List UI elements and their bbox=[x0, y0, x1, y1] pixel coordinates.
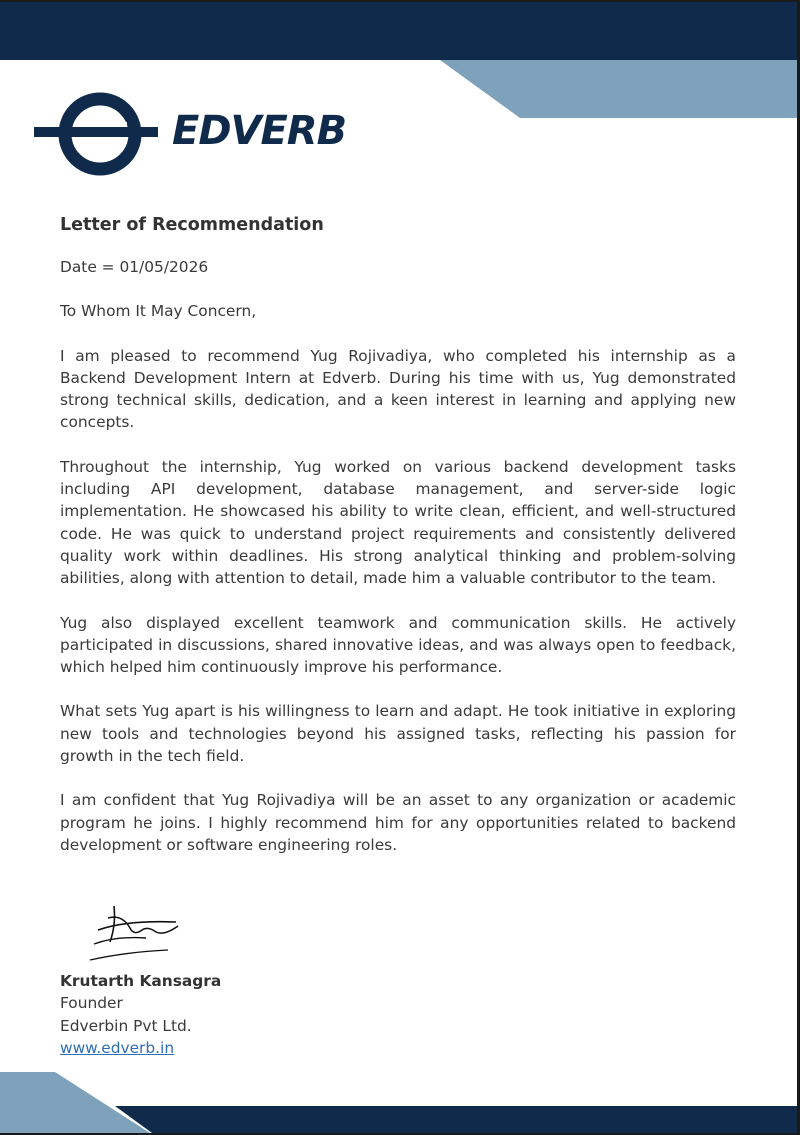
website-link[interactable]: www.edverb.in bbox=[60, 1038, 175, 1057]
signer-block bbox=[60, 970, 380, 1059]
signer-role: Founder bbox=[60, 994, 123, 1013]
paragraph-teamwork: Yug also displayed excellent teamwork and communication skills. He actively participated in discussions, shared innovative ideas, and was always open to feedback, which helped him continuously improve his performance. bbox=[60, 613, 736, 677]
signature-icon bbox=[86, 900, 186, 966]
letter-page bbox=[0, 2, 797, 1133]
letter-title: Letter of Recommendation bbox=[60, 215, 324, 235]
paragraph-initiative: What sets Yug apart is his willingness to learn and adapt. He took initiative in exploring new tools and technologies beyond his assigned tasks, reflecting his passion for growth in the tech field. bbox=[60, 702, 736, 766]
salutation: To Whom It May Concern, bbox=[60, 302, 257, 321]
paragraph-intro: I am pleased to recommend Yug Rojivadiya, who completed his internship as a Backend Development Intern at Edverb. During his time with us, Yug demonstrated strong technical skills, dedication, and a keen interest in learning and applying new concepts. bbox=[60, 346, 736, 432]
header-band bbox=[0, 2, 797, 60]
paragraph-closing: I am confident that Yug Rojivadiya will be an asset to any organization or academic program he joins. I highly recommend him for any opportunities related to backend development or software engineering roles. bbox=[60, 791, 736, 854]
edverb-logo-icon bbox=[34, 88, 158, 180]
letter-body bbox=[60, 210, 736, 856]
signer-company: Edverbin Pvt Ltd. bbox=[60, 1016, 192, 1035]
brand-wordmark: EDVERB bbox=[172, 108, 347, 154]
signer-name: Krutarth Kansagra bbox=[60, 972, 222, 990]
paragraph-work: Throughout the internship, Yug worked on various backend development tasks including API development, database management, and server-side logic implementation. He showcased his ability to write clean, efficient, and well-structured code. He was quick to understand project requirements and consistently delivered quality work within deadlines. His strong analytical thinking and problem-solving abilities, along with attention to detail, made him a valuable contributor to the team. bbox=[60, 457, 736, 588]
letter-date: Date = 01/05/2026 bbox=[60, 258, 209, 276]
